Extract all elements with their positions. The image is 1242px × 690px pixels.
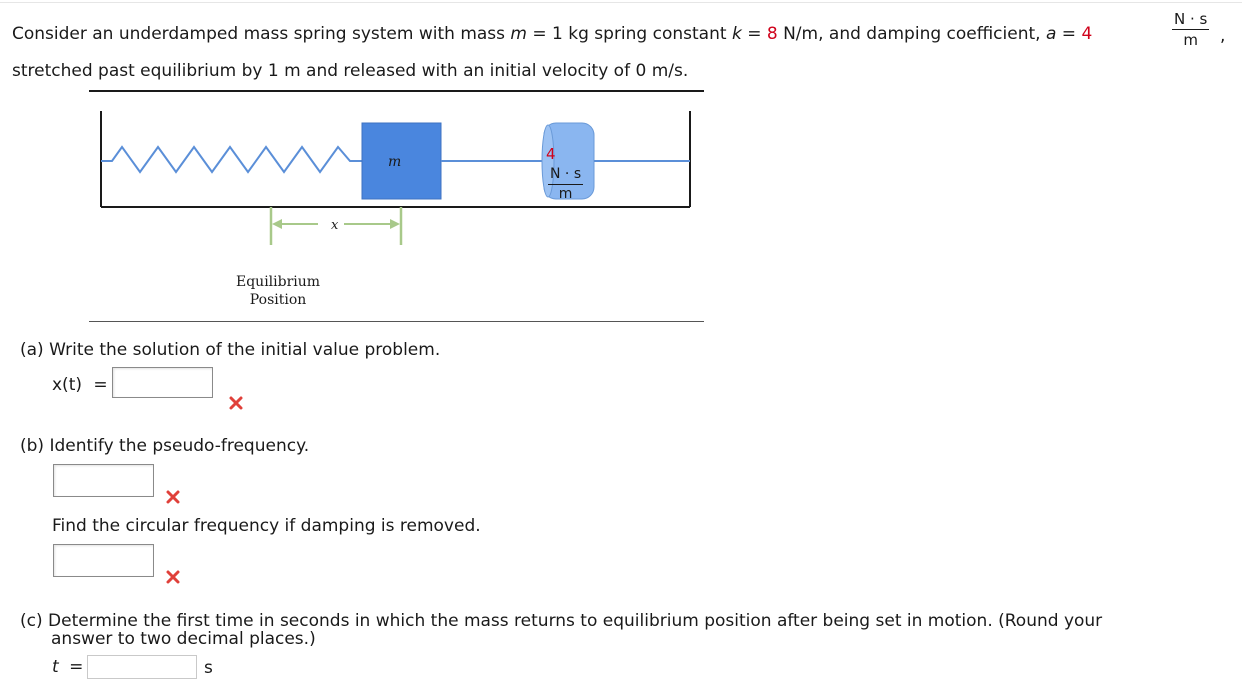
part-a-incorrect-icon [228,395,244,411]
top-divider [0,2,1242,3]
spring-mass-damper-diagram [0,95,720,320]
part-c-time-input[interactable] [87,655,197,679]
part-a-answer-input[interactable] [112,367,213,398]
part-b-followup-incorrect-icon [165,569,181,585]
problem-line-1-comma: , [1220,26,1226,46]
problem-line-1: Consider an underdamped mass spring system with mass m = 1 kg spring constant k = 8 N/m, and damping coefficient, a = 4 [12,24,1093,44]
diagram-top-rule [89,90,704,92]
spring [101,147,362,172]
part-b-circular-frequency-input[interactable] [53,544,154,577]
equilibrium-label: Equilibrium Position [236,274,321,308]
part-c-unit: s [204,658,213,678]
damper-unit-fraction: $\frac{N \cdot s}{m}$ [550,166,582,202]
diagram-bottom-rule [89,321,704,322]
part-c-label: t = [52,657,84,677]
part-b-question: (b) Identify the pseudo-frequency. [20,436,310,456]
damping-unit-fraction: $\frac{N \cdot s}{m}$ [1174,10,1208,49]
spring-constant-value: 8 [766,24,778,44]
part-a-label: x(t) = [52,375,108,395]
damping-value: 4 [1081,24,1093,44]
spring-constant-variable: k [731,24,742,44]
part-b-followup-question: Find the circular frequency if damping is removed. [52,516,481,536]
mass-label: m [388,154,402,170]
displacement-label: x [331,218,339,233]
mass-variable: m [510,24,527,44]
problem-line-2: stretched past equilibrium by 1 m and released with an initial velocity of 0 m/s. [12,61,689,81]
part-b-incorrect-icon [165,489,181,505]
damper-value: 4 [546,145,556,163]
part-c-question: (c) Determine the first time in seconds in which the mass returns to equilibrium position after being set in motion. (Round your answer to two decimal places.) [20,611,1103,649]
part-b-pseudo-frequency-input[interactable] [53,464,154,497]
part-a-question: (a) Write the solution of the initial value problem. [20,340,441,360]
mass-block [362,123,441,199]
damping-variable: a [1045,24,1057,44]
